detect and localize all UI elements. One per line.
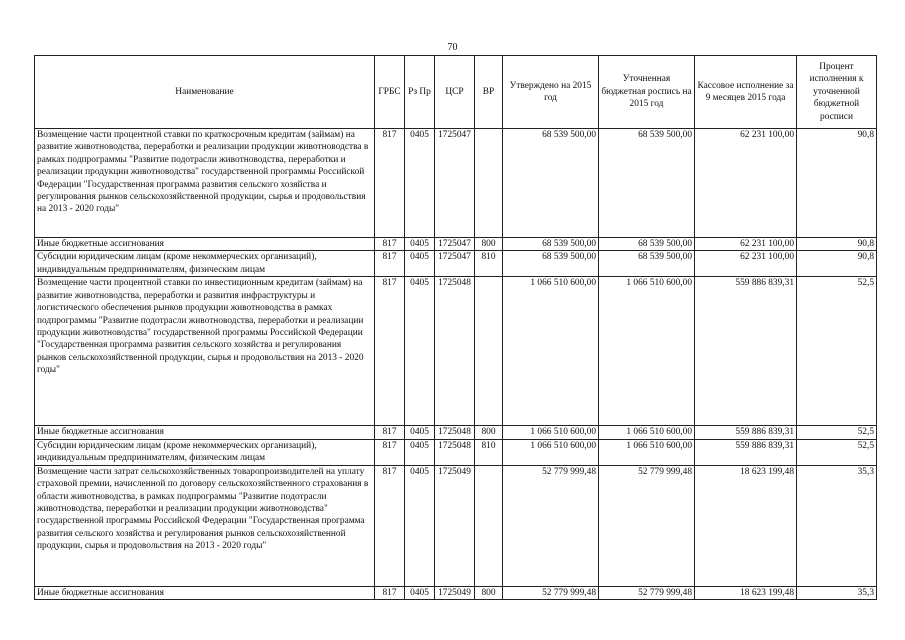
row-name: Иные бюджетные ассигнования	[35, 238, 375, 251]
row-cash: 62 231 100,00	[695, 238, 797, 251]
row-grbs: 817	[375, 129, 405, 238]
row-approved: 68 539 500,00	[503, 238, 599, 251]
row-name: Возмещение части затрат сельскохозяйственных товаропроизводителей на уплату страховой премии, начисленной по договору сельскохозяйственного страхования в области животноводства, в рамках подпрограммы "Развитие подотрасли животноводства, переработки и реализации продукции животноводства" государственной программы Российской Федерации "Государственная программа развития сельского хозяйства и регулирования рынков сельскохозяйственной продукции, сырья и продовольствия на 2013 - 2020 годы"	[35, 465, 375, 586]
row-vr	[475, 465, 503, 586]
header-refined: Уточненная бюджетная роспись на 2015 год	[599, 56, 695, 129]
row-percent: 35,3	[797, 465, 877, 586]
row-cash: 62 231 100,00	[695, 129, 797, 238]
row-approved: 68 539 500,00	[503, 251, 599, 277]
row-name: Субсидии юридическим лицам (кроме некоммерческих организаций), индивидуальным предпринимателям, физическим лицам	[35, 251, 375, 277]
row-refined: 1 066 510 600,00	[599, 277, 695, 426]
table-row	[35, 129, 877, 238]
row-vr: 800	[475, 238, 503, 251]
row-rzpr: 0405	[405, 277, 435, 426]
row-name: Возмещение части процентной ставки по краткосрочным кредитам (займам) на развитие животноводства, переработки и реализации продукции животноводства в рамках подпрограммы "Развитие подотрасли животноводства, переработки и реализации продукции животноводства" государственной программы Российской Федерации "Государственная программа развития сельского хозяйства и регулирования рынков сельскохозяйственной продукции, сырья и продовольствия на 2013 - 2020 годы"	[35, 129, 375, 238]
header-approved: Утверждено на 2015 год	[503, 56, 599, 129]
row-rzpr: 0405	[405, 129, 435, 238]
row-csr: 1725047	[435, 129, 475, 238]
row-rzpr: 0405	[405, 251, 435, 277]
row-approved: 52 779 999,48	[503, 465, 599, 586]
row-refined: 1 066 510 600,00	[599, 439, 695, 465]
row-name: Иные бюджетные ассигнования	[35, 426, 375, 439]
header-percent: Процент исполнения к уточненной бюджетной росписи	[797, 56, 877, 129]
header-grbs: ГРБС	[375, 56, 405, 129]
row-percent: 35,3	[797, 586, 877, 599]
header-name: Наименование	[35, 56, 375, 129]
row-vr	[475, 277, 503, 426]
row-rzpr: 0405	[405, 238, 435, 251]
row-name: Иные бюджетные ассигнования	[35, 586, 375, 599]
table-header-row	[35, 56, 877, 129]
row-approved: 1 066 510 600,00	[503, 277, 599, 426]
table-row	[35, 251, 877, 277]
table-row	[35, 238, 877, 251]
row-cash: 18 623 199,48	[695, 586, 797, 599]
row-refined: 68 539 500,00	[599, 238, 695, 251]
table-row	[35, 586, 877, 599]
row-rzpr: 0405	[405, 426, 435, 439]
row-approved: 1 066 510 600,00	[503, 426, 599, 439]
row-rzpr: 0405	[405, 439, 435, 465]
row-grbs: 817	[375, 439, 405, 465]
budget-execution-table	[34, 55, 877, 600]
row-grbs: 817	[375, 238, 405, 251]
row-name: Субсидии юридическим лицам (кроме некоммерческих организаций), индивидуальным предпринимателям, физическим лицам	[35, 439, 375, 465]
row-refined: 52 779 999,48	[599, 465, 695, 586]
page-number: 70	[447, 42, 458, 53]
row-percent: 90,8	[797, 238, 877, 251]
row-grbs: 817	[375, 586, 405, 599]
row-vr: 810	[475, 251, 503, 277]
row-refined: 68 539 500,00	[599, 129, 695, 238]
row-approved: 52 779 999,48	[503, 586, 599, 599]
table-row	[35, 439, 877, 465]
row-percent: 90,8	[797, 251, 877, 277]
row-vr: 810	[475, 439, 503, 465]
header-rzpr: Рз Пр	[405, 56, 435, 129]
row-vr: 800	[475, 426, 503, 439]
row-vr: 800	[475, 586, 503, 599]
row-csr: 1725049	[435, 465, 475, 586]
row-rzpr: 0405	[405, 586, 435, 599]
row-refined: 52 779 999,48	[599, 586, 695, 599]
row-csr: 1725048	[435, 426, 475, 439]
header-cash: Кассовое исполнение за 9 месяцев 2015 года	[695, 56, 797, 129]
table-row	[35, 465, 877, 586]
row-cash: 559 886 839,31	[695, 426, 797, 439]
row-approved: 68 539 500,00	[503, 129, 599, 238]
row-grbs: 817	[375, 251, 405, 277]
row-refined: 1 066 510 600,00	[599, 426, 695, 439]
row-grbs: 817	[375, 277, 405, 426]
table-row	[35, 277, 877, 426]
row-csr: 1725049	[435, 586, 475, 599]
row-vr	[475, 129, 503, 238]
row-csr: 1725048	[435, 277, 475, 426]
row-percent: 90,8	[797, 129, 877, 238]
row-approved: 1 066 510 600,00	[503, 439, 599, 465]
row-name: Возмещение части процентной ставки по инвестиционным кредитам (займам) на развитие животноводства, переработки и развития инфраструктуры и логистического обеспечения рынков продукции животноводства в рамках подпрограммы "Развитие подотрасли животноводства, переработки и реализации продукции животноводства" государственной программы Российской Федерации "Государственная программа развития сельского хозяйства и регулирования рынков сельскохозяйственной продукции, сырья и продовольствия на 2013 - 2020 годы"	[35, 277, 375, 426]
row-grbs: 817	[375, 465, 405, 586]
row-csr: 1725048	[435, 439, 475, 465]
row-refined: 68 539 500,00	[599, 251, 695, 277]
row-percent: 52,5	[797, 439, 877, 465]
row-cash: 559 886 839,31	[695, 439, 797, 465]
row-cash: 62 231 100,00	[695, 251, 797, 277]
row-percent: 52,5	[797, 426, 877, 439]
row-csr: 1725047	[435, 238, 475, 251]
row-percent: 52,5	[797, 277, 877, 426]
row-grbs: 817	[375, 426, 405, 439]
row-cash: 559 886 839,31	[695, 277, 797, 426]
table-row	[35, 426, 877, 439]
header-vr: ВР	[475, 56, 503, 129]
row-csr: 1725047	[435, 251, 475, 277]
row-rzpr: 0405	[405, 465, 435, 586]
row-cash: 18 623 199,48	[695, 465, 797, 586]
header-csr: ЦСР	[435, 56, 475, 129]
